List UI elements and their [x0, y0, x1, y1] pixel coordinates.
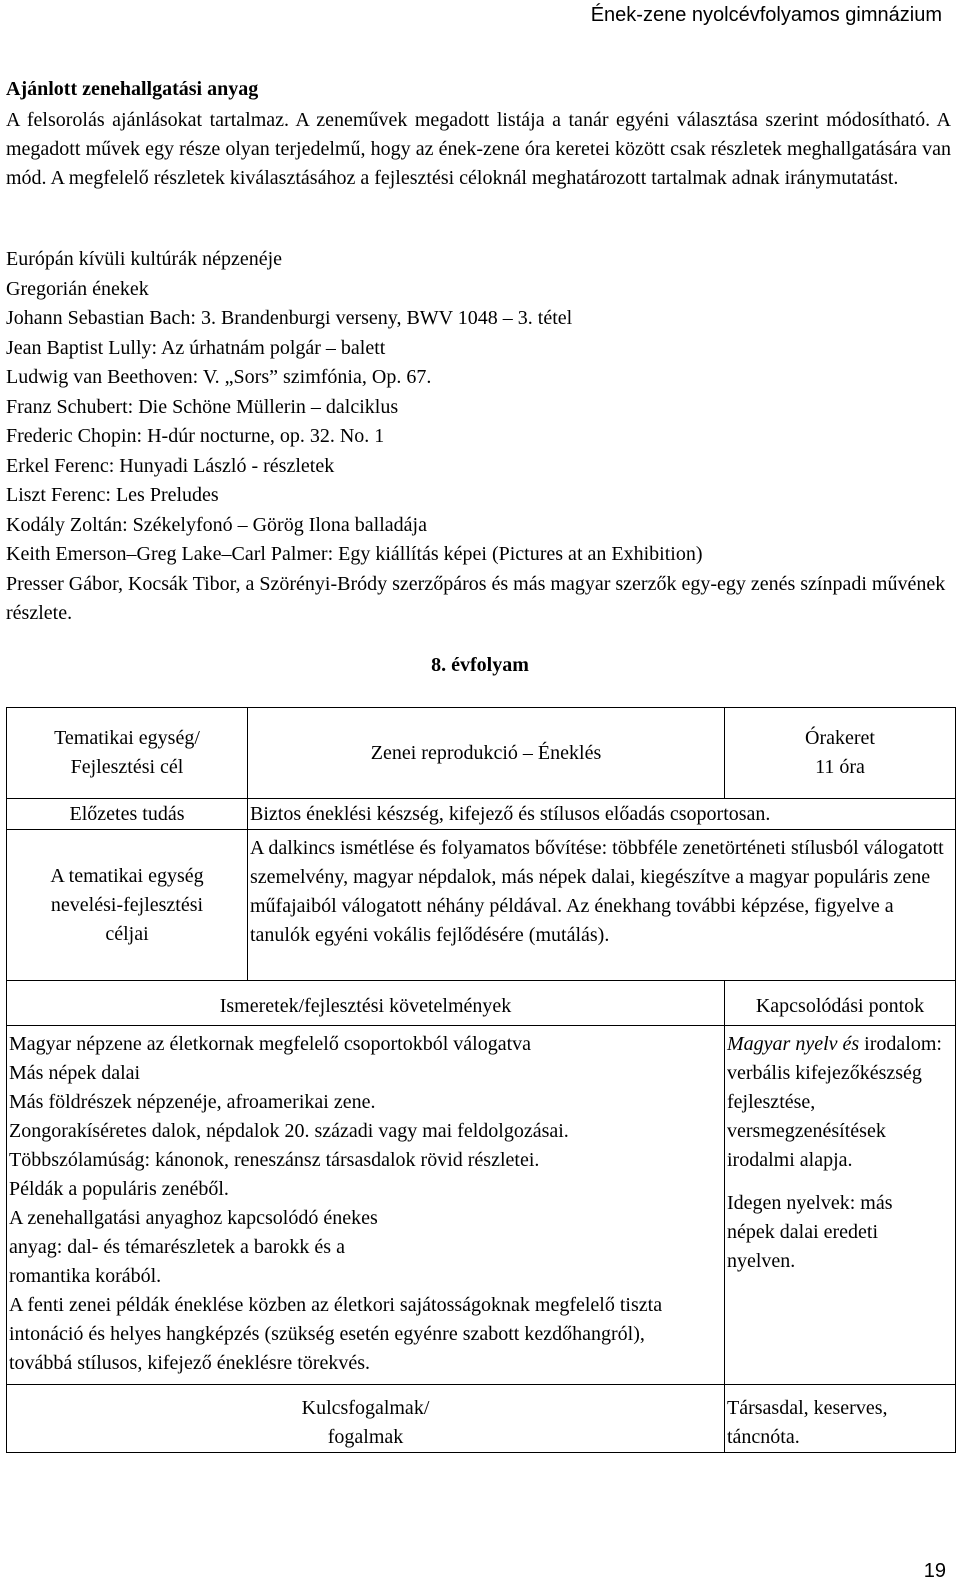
requirements-header: Ismeretek/fejlesztési követelmények	[219, 995, 512, 1017]
prior-label-cell	[7, 799, 248, 830]
list-item: Európán kívüli kultúrák népzenéje	[6, 248, 283, 270]
unit-label: Tematikai egység/ Fejlesztési cél	[54, 727, 200, 778]
connections-cell	[725, 1026, 956, 1385]
connection-literature: Magyar nyelv és irodalom: verbális kifejezőkészség fejlesztése, versmegzenésítések irodalmi alapja.	[727, 1033, 942, 1171]
unit-title: Zenei reprodukció – Éneklés	[370, 741, 602, 764]
connection-foreign-languages: Idegen nyelvek: más népek dalai eredeti nyelven.	[727, 1192, 893, 1272]
list-item: Keith Emerson–Greg Lake–Carl Palmer: Egy kiállítás képei (Pictures at an Exhibition)	[6, 543, 703, 565]
requirements-header-cell	[7, 981, 725, 1026]
keywords-text-cell	[725, 1385, 956, 1453]
requirements-cell	[7, 1026, 725, 1385]
grade-heading: 8. évfolyam	[431, 654, 529, 676]
list-item: Ludwig van Beethoven: V. „Sors” szimfónia, Op. 67.	[6, 366, 432, 388]
list-item: Presser Gábor, Kocsák Tibor, a Szörényi-Bródy szerzőpáros és más magyar szerzők egy-egy zenés színpadi művének részlete.	[6, 572, 946, 624]
list-item: Franz Schubert: Die Schöne Müllerin – dalciklus	[6, 395, 399, 418]
prior-text-cell	[248, 799, 956, 830]
list-item: Más földrészek népzenéje, afroamerikai zene.	[9, 1091, 376, 1113]
goals-label: A tematikai egység nevelési-fejlesztési céljai	[50, 864, 204, 945]
list-item: Magyar népzene az életkornak megfelelő csoportokból válogatva	[9, 1033, 532, 1055]
prior-knowledge-label: Előzetes tudás	[69, 803, 185, 825]
list-item: A fenti zenei példák éneklése közben az életkori sajátosságoknak megfelelő tiszta intonáció és helyes hangképzés (szükség esetén egyénre szabott kezdőhangról), továbbá stílusos, kifejező éneklésre törekvés.	[9, 1294, 663, 1374]
keywords-label-cell	[7, 1385, 725, 1453]
hours-cell	[725, 708, 956, 799]
keywords-label: Kulcsfogalmak/ fogalmak	[301, 1397, 430, 1448]
connections-header-cell	[725, 981, 956, 1026]
page-number: 19	[923, 1560, 946, 1582]
list-item: Johann Sebastian Bach: 3. Brandenburgi verseny, BWV 1048 – 3. tétel	[6, 307, 573, 329]
goals-text-cell	[248, 830, 956, 981]
table-row	[7, 799, 956, 830]
list-item: Példák a populáris zenéből.	[9, 1178, 229, 1200]
table-row	[7, 1026, 956, 1385]
connections-header: Kapcsolódási pontok	[755, 995, 925, 1017]
requirements-list	[7, 1026, 724, 1384]
table-row	[7, 981, 956, 1026]
unit-label-cell	[7, 708, 248, 799]
recommended-works-list	[6, 245, 951, 629]
running-header: Ének-zene nyolcévfolyamos gimnázium	[590, 4, 942, 26]
list-item: Liszt Ferenc: Les Preludes	[6, 484, 219, 506]
list-item: Jean Baptist Lully: Az úrhatnám polgár – balett	[6, 336, 386, 359]
list-item: Gregorián énekek	[6, 277, 149, 300]
connections-text	[725, 1026, 955, 1276]
list-item: Zongorakíséretes dalok, népdalok 20. századi vagy mai feldolgozásai.	[9, 1120, 569, 1142]
list-item: Többszólamúság: kánonok, reneszánsz társasdalok rövid részletei.	[9, 1149, 540, 1171]
hours: Órakeret 11 óra	[805, 727, 875, 778]
keywords-text: Társasdal, keserves, táncnóta.	[727, 1397, 888, 1448]
list-item: Más népek dalai	[9, 1062, 141, 1084]
list-item: Frederic Chopin: H-dúr nocturne, op. 32. No. 1	[6, 425, 385, 447]
curriculum-table	[6, 707, 956, 1453]
prior-knowledge-text: Biztos éneklési készség, kifejező és stílusos előadás csoportosan.	[250, 803, 771, 825]
unit-title-cell	[248, 708, 725, 799]
list-item: A zenehallgatási anyaghoz kapcsolódó énekes anyag: dal- és témarészletek a barokk és a romantika korából.	[9, 1207, 378, 1287]
table-row	[7, 708, 956, 799]
goals-label-cell	[7, 830, 248, 981]
intro-paragraph: A felsorolás ajánlásokat tartalmaz. A zeneművek megadott listája a tanár egyéni választása szerint módosítható. A megadott művek egy része olyan terjedelmű, hogy az ének-zene óra keretei között csak részletek meghallgatására van mód. A megfelelő részletek kiválasztásához a fejlesztési céloknál meghatározott tartalmak adnak iránymutatást.	[6, 109, 951, 189]
goals-text: A dalkincs ismétlése és folyamatos bővítése: többféle zenetörténeti stílusból válogatott szemelvény, magyar népdalok, más népek dalai, kiegészítve a magyar populáris zene műfajaiból válogatott néhány példával. Az énekhang további képzése, figyelve a tanulók egyéni vokális fejlődésére (mutálás).	[250, 837, 944, 946]
table-row	[7, 830, 956, 981]
list-item: Erkel Ferenc: Hunyadi László - részletek	[6, 454, 335, 477]
table-row	[7, 1385, 956, 1453]
section-title: Ajánlott zenehallgatási anyag	[6, 78, 259, 100]
list-item: Kodály Zoltán: Székelyfonó – Görög Ilona balladája	[6, 513, 427, 536]
